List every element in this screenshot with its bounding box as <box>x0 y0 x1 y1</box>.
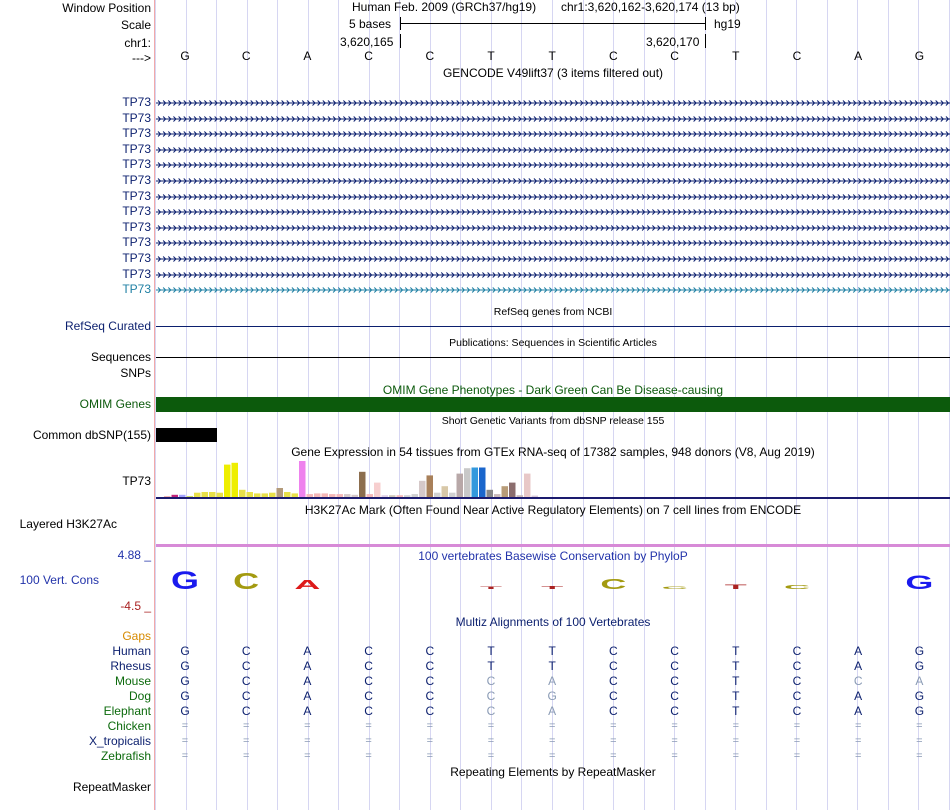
gtex-bar[interactable] <box>164 496 171 497</box>
alignment-gap: = <box>671 735 678 747</box>
gtex-bar[interactable] <box>352 495 359 497</box>
transcript-label[interactable]: TP73 <box>122 219 151 234</box>
alignment-base: C <box>425 644 435 658</box>
gtex-bar-chart[interactable] <box>156 460 950 500</box>
gtex-bar[interactable] <box>329 494 336 497</box>
gencode-title: GENCODE V49lift37 (3 items filtered out) <box>442 66 664 80</box>
gaps-label[interactable]: Gaps <box>122 629 151 643</box>
alignment-gap: = <box>793 720 801 732</box>
alignment-base: G <box>180 659 190 673</box>
dbsnp-variant[interactable] <box>156 428 217 442</box>
alignment-base: C <box>609 704 618 718</box>
alignment-gap: = <box>487 735 495 747</box>
alignment-gap: = <box>916 750 923 762</box>
alignment-base: G <box>180 644 190 658</box>
gtex-bar[interactable] <box>172 495 179 497</box>
gtex-bar[interactable] <box>269 493 276 497</box>
phylop-base: G <box>905 572 934 594</box>
gtex-bar[interactable] <box>487 490 494 497</box>
alignment-base: A <box>303 689 312 703</box>
chrom-label: chr1: <box>124 36 151 50</box>
alignment-gap: = <box>610 735 617 747</box>
gtex-bar[interactable] <box>412 494 419 497</box>
alignment-base: A <box>303 704 312 718</box>
alignment-base: C <box>241 689 251 703</box>
transcript-line[interactable] <box>156 208 950 216</box>
refseq-gene-line[interactable] <box>156 326 950 327</box>
alignment-gap: = <box>365 735 372 747</box>
transcript-label[interactable]: TP73 <box>122 251 151 265</box>
omim-label[interactable]: OMIM Genes <box>79 397 151 411</box>
sequence-base: T <box>487 49 495 63</box>
species-label[interactable]: Zebrafish <box>100 749 151 763</box>
alignment-base: T <box>732 659 740 673</box>
species-label[interactable]: Human <box>112 644 151 658</box>
gtex-bar[interactable] <box>524 474 531 497</box>
gtex-bar[interactable] <box>442 486 449 497</box>
alignment-base: C <box>609 659 618 673</box>
alignment-base: C <box>425 704 435 718</box>
alignment-gap: = <box>242 750 250 762</box>
gtex-bar[interactable] <box>239 490 246 497</box>
window-position-label: Window Position <box>62 1 151 15</box>
gtex-bar[interactable] <box>359 472 366 497</box>
alignment-gap: = <box>548 735 556 747</box>
alignment-gap: = <box>181 720 189 732</box>
alignment-base: C <box>670 689 679 703</box>
phylop-base: C <box>784 584 810 591</box>
sequence-base: A <box>303 49 312 63</box>
gtex-bar[interactable] <box>509 483 516 497</box>
transcript-label[interactable]: TP73 <box>122 188 151 203</box>
gtex-bar[interactable] <box>464 468 471 497</box>
refseq-label[interactable]: RefSeq Curated <box>64 319 151 333</box>
refseq-title: RefSeq genes from NCBI <box>493 306 613 318</box>
gtex-bar[interactable] <box>367 494 374 497</box>
gtex-bar[interactable] <box>344 494 351 497</box>
cons-max-label: 4.88 _ <box>117 548 151 562</box>
alignment-gap: = <box>732 720 740 732</box>
alignment-base: A <box>548 674 557 688</box>
alignment-gap: = <box>242 735 250 747</box>
gtex-bar[interactable] <box>194 493 201 497</box>
transcript-label[interactable]: TP73 <box>122 173 151 187</box>
alignment-gap: = <box>610 720 617 732</box>
alignment-base: A <box>854 659 863 673</box>
snps-label[interactable]: SNPs <box>120 366 151 380</box>
alignment-base: G <box>180 689 190 703</box>
sequence-base: C <box>364 49 373 63</box>
gtex-bar[interactable] <box>427 475 434 497</box>
species-label[interactable]: Elephant <box>103 704 151 718</box>
gtex-bar[interactable] <box>502 486 509 497</box>
gtex-bar[interactable] <box>479 468 486 498</box>
transcript-line[interactable] <box>156 146 950 154</box>
alignment-base: T <box>548 659 556 673</box>
strand-arrow-label[interactable]: ---> <box>132 51 151 65</box>
sequence-base: C <box>792 49 802 63</box>
alignment-base: C <box>670 704 679 718</box>
alignment-base: G <box>914 689 925 703</box>
alignment-base: C <box>364 659 373 673</box>
sequence-base: C <box>609 49 618 63</box>
transcript-label[interactable]: TP73 <box>122 110 151 125</box>
gtex-bar[interactable] <box>224 465 231 497</box>
alignment-base: C <box>670 674 679 688</box>
coord-left-tick <box>400 34 401 48</box>
alignment-gap: = <box>671 720 678 732</box>
alignment-base: G <box>914 704 925 718</box>
alignment-gap: = <box>426 735 434 747</box>
alignment-base: C <box>792 704 802 718</box>
alignment-base: T <box>732 674 740 688</box>
track-labels <box>0 0 153 810</box>
transcript-line[interactable] <box>156 255 950 263</box>
alignment-base: C <box>792 674 802 688</box>
dbsnp-title: Short Genetic Variants from dbSNP release 155 <box>441 415 665 427</box>
gtex-bar[interactable] <box>389 495 396 497</box>
transcript-label[interactable]: TP73 <box>122 282 151 297</box>
alignment-base: C <box>241 644 251 658</box>
cons-min-label: -4.5 _ <box>120 599 151 613</box>
alignment-gap: = <box>548 750 556 762</box>
gtex-bar[interactable] <box>277 488 284 497</box>
transcript-line[interactable] <box>156 239 950 247</box>
transcript-line[interactable] <box>156 193 950 201</box>
alignment-gap: = <box>854 735 862 747</box>
alignment-base: C <box>853 674 863 688</box>
gtex-bar[interactable] <box>202 492 209 497</box>
position-text: chr1:3,620,162-3,620,174 (13 bp) <box>561 0 740 14</box>
coord-left: 3,620,165 <box>340 35 394 49</box>
scale-label: Scale <box>120 18 151 32</box>
omim-gene-bar[interactable] <box>156 397 950 412</box>
alignment-base: T <box>487 659 495 673</box>
gtex-bar[interactable] <box>217 493 224 497</box>
transcript-line[interactable] <box>156 286 950 294</box>
alignment-gap: = <box>793 735 801 747</box>
alignment-gap: = <box>365 750 372 762</box>
sequence-base: G <box>914 49 925 63</box>
phylop-base: A <box>294 577 321 592</box>
gtex-bar[interactable] <box>517 495 524 497</box>
alignment-base: C <box>609 689 618 703</box>
phylop-base: T <box>724 583 747 591</box>
sequence-base: T <box>548 49 556 63</box>
alignment-base: C <box>792 644 802 658</box>
sequence-base: T <box>732 49 740 63</box>
alignment-base: C <box>241 704 251 718</box>
alignment-gap: = <box>916 720 923 732</box>
sequences-label[interactable]: Sequences <box>90 350 151 364</box>
alignment-gap: = <box>793 750 801 762</box>
transcript-label[interactable]: TP73 <box>122 126 151 141</box>
sequence-base: A <box>854 49 863 63</box>
gtex-bar[interactable] <box>457 474 464 497</box>
transcript-label[interactable]: TP73 <box>122 95 151 109</box>
alignment-gap: = <box>304 750 311 762</box>
alignment-gap: = <box>732 735 740 747</box>
alignment-base: C <box>241 659 251 673</box>
gtex-bar[interactable] <box>434 493 441 497</box>
alignment-gap: = <box>426 720 434 732</box>
alignment-gap: = <box>304 720 311 732</box>
gtex-label[interactable]: TP73 <box>122 474 151 488</box>
transcript-line[interactable] <box>156 177 950 185</box>
transcript-label[interactable]: TP73 <box>122 235 151 250</box>
alignment-base: C <box>241 674 251 688</box>
gtex-bar[interactable] <box>307 494 314 497</box>
gtex-bar[interactable] <box>419 481 426 497</box>
species-label[interactable]: X_tropicalis <box>88 734 151 748</box>
alignment-base: A <box>303 644 312 658</box>
alignment-gap: = <box>916 735 923 747</box>
alignment-base: C <box>670 644 679 658</box>
alignment-base: C <box>425 689 435 703</box>
alignment-base: C <box>425 659 435 673</box>
alignment-base: G <box>180 704 190 718</box>
species-label[interactable]: Mouse <box>114 674 151 688</box>
alignment-base: A <box>303 674 312 688</box>
gtex-bar[interactable] <box>262 493 269 497</box>
scale-bar <box>400 23 706 24</box>
alignment-base: T <box>732 704 740 718</box>
coord-right: 3,620,170 <box>646 35 700 49</box>
gtex-bar[interactable] <box>209 492 216 497</box>
transcript-line[interactable] <box>156 130 950 138</box>
phylop-base: T <box>541 585 564 591</box>
h3k27ac-signal[interactable] <box>156 544 950 547</box>
transcript-label[interactable]: TP73 <box>122 157 151 172</box>
alignment-base: G <box>180 674 190 688</box>
alignment-base: C <box>670 659 679 673</box>
gtex-bar[interactable] <box>232 463 239 497</box>
alignment-gap: = <box>304 735 311 747</box>
alignment-base: A <box>854 644 863 658</box>
coord-right-tick <box>705 34 706 48</box>
transcript-line[interactable] <box>156 115 950 123</box>
alignment-gap: = <box>181 735 189 747</box>
transcript-label[interactable]: TP73 <box>122 141 151 156</box>
gtex-bar[interactable] <box>187 496 194 497</box>
phylop-logo[interactable] <box>156 564 950 604</box>
alignment-base: C <box>364 704 373 718</box>
sequence-base: G <box>180 49 190 63</box>
alignment-base: G <box>547 689 557 703</box>
alignment-base: C <box>364 689 373 703</box>
alignment-gap: = <box>181 750 189 762</box>
phylop-base: C <box>661 585 688 590</box>
alignment-base: C <box>792 659 802 673</box>
alignment-base: C <box>792 689 802 703</box>
transcript-label[interactable]: TP73 <box>122 266 151 281</box>
publications-title: Publications: Sequences in Scientific Articles <box>449 337 657 349</box>
alignment-base: T <box>732 644 740 658</box>
species-label[interactable]: Chicken <box>107 719 151 733</box>
gtex-bar[interactable] <box>292 493 299 497</box>
alignment-base: A <box>548 704 557 718</box>
alignment-base: C <box>486 704 496 718</box>
phylop-base: G <box>171 566 199 595</box>
dbsnp-label[interactable]: Common dbSNP(155) <box>32 428 151 442</box>
gtex-bar[interactable] <box>179 495 186 497</box>
gtex-bar[interactable] <box>337 494 344 497</box>
sequences-line[interactable] <box>156 357 950 358</box>
scale-bar-left-tick <box>400 17 401 30</box>
alignment-base: C <box>486 689 496 703</box>
multiz-title: Multiz Alignments of 100 Vertebrates <box>455 615 651 629</box>
alignment-gap: = <box>426 750 434 762</box>
phylop-title: 100 vertebrates Basewise Conservation by PhyloP <box>418 549 688 563</box>
sequence-base: C <box>670 49 679 63</box>
phylop-base: C <box>600 575 627 593</box>
alignment-gap: = <box>487 720 495 732</box>
h3k27ac-label[interactable]: Layered H3K27Ac <box>19 517 117 531</box>
alignment-gap: = <box>732 750 740 762</box>
browser-track-area[interactable] <box>156 0 950 810</box>
repeatmasker-title: Repeating Elements by RepeatMasker <box>450 765 656 779</box>
scale-bar-right-tick <box>705 17 706 30</box>
gtex-bar[interactable] <box>382 495 389 497</box>
gtex-bar[interactable] <box>449 493 456 497</box>
gtex-title: Gene Expression in 54 tissues from GTEx RNA-seq of 17382 samples, 948 donors (V8, Aug 2019) <box>291 445 815 459</box>
cons-label[interactable]: 100 Vert. Cons <box>19 573 99 587</box>
alignment-gap: = <box>854 750 862 762</box>
alignment-base: C <box>609 644 618 658</box>
alignment-gap: = <box>487 750 495 762</box>
alignment-base: T <box>732 689 740 703</box>
h3k27ac-title: H3K27Ac Mark (Often Found Near Active Regulatory Elements) on 7 cell lines from ENCODE <box>304 503 802 517</box>
species-label[interactable]: Dog <box>128 689 151 703</box>
gtex-bar[interactable] <box>532 496 539 497</box>
alignment-gap: = <box>242 720 250 732</box>
transcript-line[interactable] <box>156 224 950 232</box>
alignment-base: C <box>425 674 435 688</box>
db-name: hg19 <box>714 17 741 31</box>
alignment-gap: = <box>854 720 862 732</box>
alignment-base: T <box>548 644 556 658</box>
transcript-line[interactable] <box>156 161 950 169</box>
gtex-bar[interactable] <box>284 492 291 497</box>
phylop-base: C <box>233 569 260 595</box>
alignment-gap: = <box>365 720 372 732</box>
scale-text: 5 bases <box>349 17 392 31</box>
alignment-gap: = <box>610 750 617 762</box>
repeatmasker-label[interactable]: RepeatMasker <box>72 780 151 794</box>
alignment-gap: = <box>671 750 678 762</box>
alignment-base: C <box>609 674 618 688</box>
alignment-base: T <box>487 644 495 658</box>
transcript-label[interactable]: TP73 <box>122 204 151 219</box>
alignment-base: G <box>914 659 925 673</box>
omim-title: OMIM Gene Phenotypes - Dark Green Can Be Disease-causing <box>382 383 724 397</box>
phylop-base: T <box>480 585 502 590</box>
gtex-bar[interactable] <box>254 493 261 497</box>
alignment-base: A <box>915 674 924 688</box>
alignment-base: A <box>854 689 863 703</box>
alignment-base: C <box>486 674 496 688</box>
alignment-base: C <box>364 674 373 688</box>
assembly-title: Human Feb. 2009 (GRCh37/hg19) <box>352 0 537 14</box>
alignment-base: G <box>914 644 925 658</box>
gtex-bar[interactable] <box>494 494 501 497</box>
gtex-bar[interactable] <box>404 495 411 497</box>
gtex-bar[interactable] <box>247 492 254 497</box>
species-label[interactable]: Rhesus <box>110 659 151 673</box>
gtex-bar[interactable] <box>397 495 404 497</box>
transcript-line[interactable] <box>156 271 950 279</box>
sequence-base: C <box>425 49 435 63</box>
gtex-bar[interactable] <box>374 483 381 497</box>
transcript-line[interactable] <box>156 99 950 107</box>
alignment-base: A <box>303 659 312 673</box>
alignment-base: A <box>854 704 863 718</box>
gtex-bar[interactable] <box>322 493 329 497</box>
alignment-gap: = <box>548 720 556 732</box>
alignment-base: C <box>364 644 373 658</box>
gtex-bar[interactable] <box>299 461 306 497</box>
sequence-base: C <box>241 49 251 63</box>
gtex-bar[interactable] <box>472 468 479 498</box>
gtex-bar[interactable] <box>314 493 321 497</box>
